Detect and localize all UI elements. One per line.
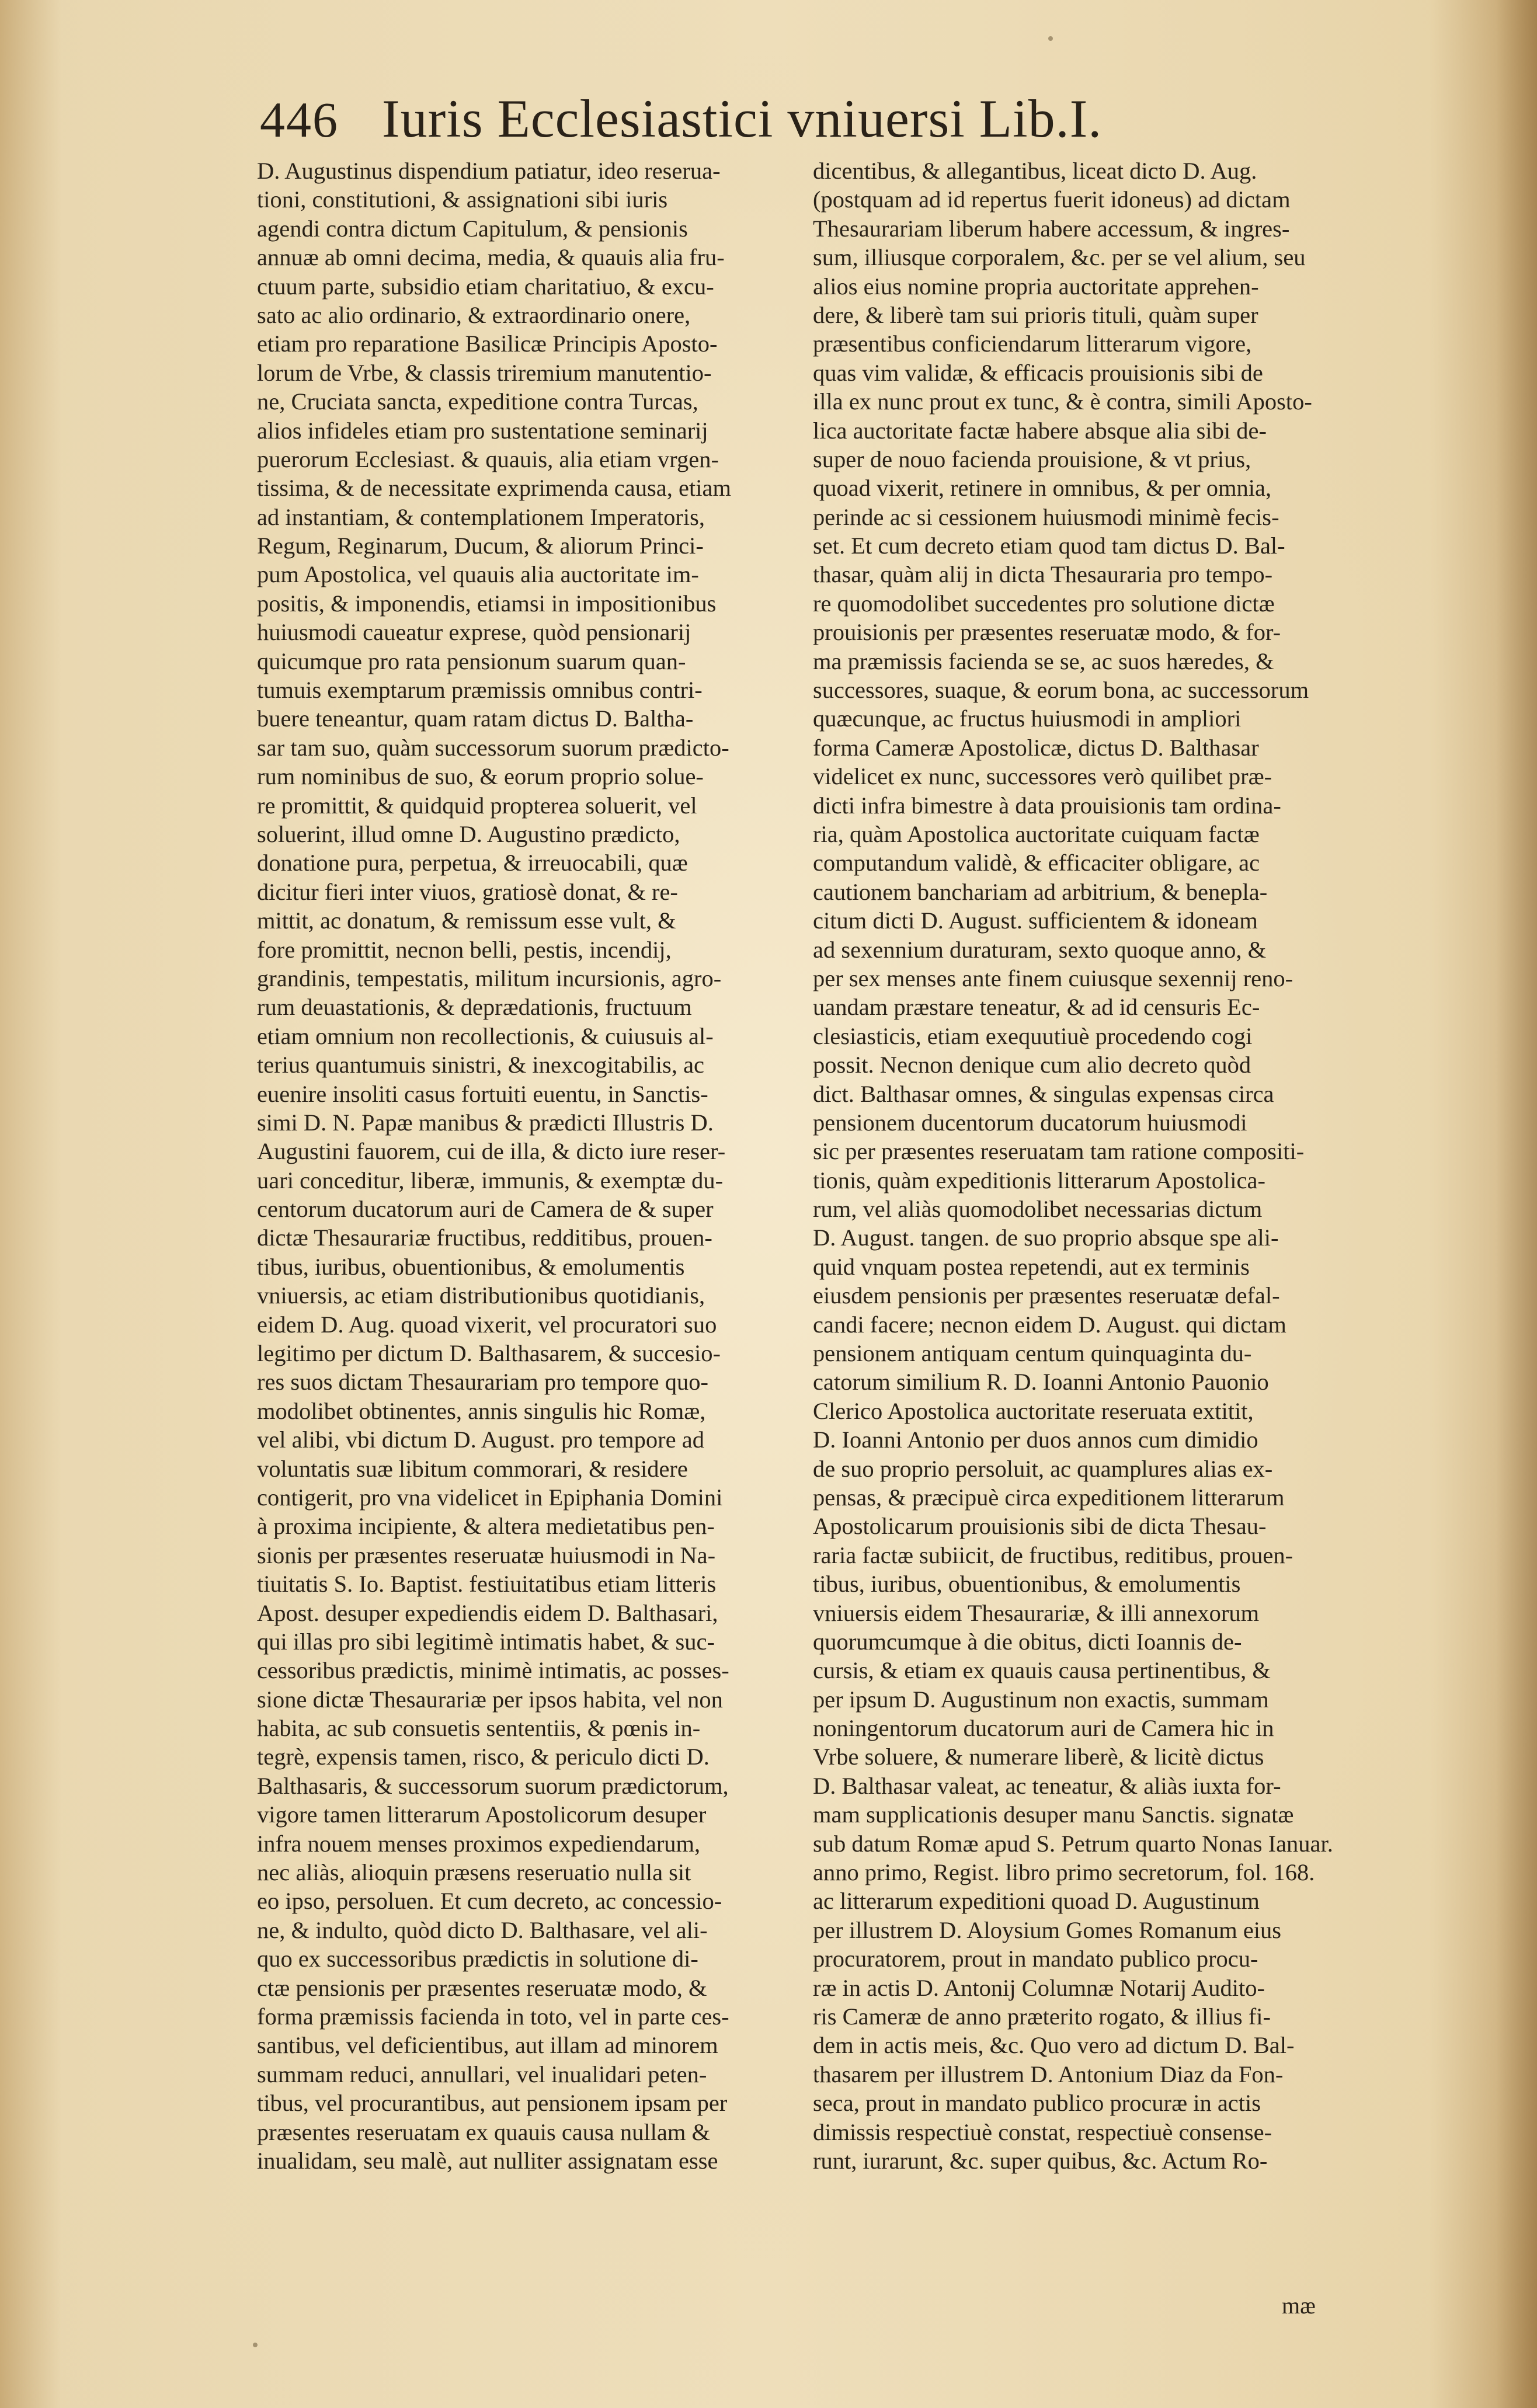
left-column-line: sionis per præsentes reseruatæ huiusmodi in Na- <box>257 1541 716 1568</box>
right-column-line: per ipsum D. Augustinum non exactis, summam <box>813 1686 1269 1713</box>
page-edge-shadow <box>1496 0 1537 2408</box>
right-column-line: set. Et cum decreto etiam quod tam dictus D. Bal- <box>813 533 1285 559</box>
left-column-line: euenire insoliti casus fortuiti euentu, in Sanctis- <box>257 1080 708 1107</box>
left-column-line: ctuum parte, subsidio etiam charitatiuo, & excu- <box>257 273 714 300</box>
right-column-line: ad sexennium duraturam, sexto quoque anno, & <box>813 936 1267 963</box>
right-column-line: quas vim validæ, & efficacis prouisionis sibi de <box>813 359 1263 386</box>
left-column-line: puerorum Ecclesiast. & quauis, alia etiam vrgen- <box>257 446 719 472</box>
left-column-line: tissima, & de necessitate exprimenda causa, etiam <box>257 475 731 502</box>
left-column-line: infra nouem menses proximos expediendarum, <box>257 1830 701 1857</box>
left-column-line: tegrè, expensis tamen, risco, & periculo dicti D. <box>257 1744 710 1770</box>
left-column-line: vigore tamen litterarum Apostolicorum desuper <box>257 1801 707 1828</box>
right-column-line: candi facere; necnon eidem D. August. qui dictam <box>813 1311 1286 1338</box>
right-text-column <box>813 156 1373 2305</box>
right-column-line: super de nouo facienda prouisione, & vt prius, <box>813 446 1251 472</box>
right-column-line: raria factæ subiicit, de fructibus, reditibus, prouen- <box>813 1541 1293 1568</box>
left-column-line: terius quantumuis sinistri, & inexcogitabilis, ac <box>257 1052 705 1078</box>
left-column-line: quo ex successoribus prædictis in solutione di- <box>257 1946 698 1972</box>
right-column-line: ma præmissis facienda se se, ac suos hæredes, & <box>813 648 1274 674</box>
right-column-line: ac litterarum expeditioni quoad D. Augustinum <box>813 1888 1260 1915</box>
left-column-line: quicumque pro rata pensionum suarum quan- <box>257 648 686 674</box>
right-column-line: noningentorum ducatorum auri de Camera hic in <box>813 1715 1274 1742</box>
left-column-line: à proxima incipiente, & altera medietatibus pen- <box>257 1513 715 1540</box>
left-column-line: dictæ Thesaurariæ fructibus, redditibus, prouen- <box>257 1224 712 1251</box>
left-column-line: rum nominibus de suo, & eorum proprio solue- <box>257 763 704 790</box>
left-column-line: habita, ac sub consuetis sententiis, & pœnis in- <box>257 1715 701 1742</box>
right-column-line: vniuersis eidem Thesaurariæ, & illi annexorum <box>813 1599 1260 1626</box>
page-number: 446 <box>260 92 339 148</box>
left-column-line: tioni, constitutioni, & assignationi sibi iuris <box>257 186 668 213</box>
right-column-line: pensas, & præcipuè circa expeditionem litterarum <box>813 1484 1285 1511</box>
left-column-line: huiusmodi caueatur exprese, quòd pensionarij <box>257 619 691 646</box>
right-column-line: thasarem per illustrem D. Antonium Diaz da Fon- <box>813 2061 1284 2087</box>
right-column-line: dere, & liberè tam sui prioris tituli, quàm super <box>813 301 1258 328</box>
right-column-line: videlicet ex nunc, successores verò quilibet præ- <box>813 763 1272 790</box>
left-column-line: qui illas pro sibi legitimè intimatis habet, & suc- <box>257 1628 715 1655</box>
right-column-line: Clerico Apostolica auctoritate reseruata extitit, <box>813 1397 1254 1424</box>
left-column-line: dicitur fieri inter viuos, gratiosè donat, & re- <box>257 878 678 905</box>
paper-speck <box>253 2343 258 2347</box>
right-column-line: tionis, quàm expeditionis litterarum Apostolica- <box>813 1167 1265 1193</box>
left-column-line: eidem D. Aug. quoad vixerit, vel procuratori suo <box>257 1311 717 1338</box>
left-column-line: buere teneantur, quam ratam dictus D. Baltha- <box>257 705 694 732</box>
right-column-line: dicentibus, & allegantibus, liceat dicto D. Aug. <box>813 158 1257 184</box>
left-column-line: sar tam suo, quàm successorum suorum prædicto- <box>257 734 729 761</box>
left-column-line: vel alibi, vbi dictum D. August. pro tempore ad <box>257 1426 704 1453</box>
right-column-line: quid vnquam postea repetendi, aut ex terminis <box>813 1253 1250 1280</box>
right-column-line: dimissis respectiuè constat, respectiuè consense- <box>813 2118 1272 2145</box>
left-column-line: positis, & imponendis, etiamsi in impositionibus <box>257 590 717 617</box>
left-column-line: etiam omnium non recollectionis, & cuiusuis al- <box>257 1022 714 1049</box>
right-column-line: computandum validè, & efficaciter obligare, ac <box>813 850 1260 876</box>
right-column-line: possit. Necnon denique cum alio decreto quòd <box>813 1052 1251 1078</box>
left-column-line: inualidam, seu malè, aut nulliter assignatam esse <box>257 2147 718 2174</box>
left-column-line: Augustini fauorem, cui de illa, & dicto iure reser- <box>257 1138 726 1165</box>
left-column-line: grandinis, tempestatis, militum incursionis, agro- <box>257 965 722 991</box>
right-column-line: per sex menses ante finem cuiusque sexennij reno- <box>813 965 1293 991</box>
right-column-line: clesiasticis, etiam exequutiuè procedendo cogi <box>813 1022 1253 1049</box>
left-column-line: alios infideles etiam pro sustentatione seminarij <box>257 417 708 444</box>
right-column-line: ræ in actis D. Antonij Columnæ Notarij Audito- <box>813 1974 1265 2001</box>
right-column-line: tibus, iuribus, obuentionibus, & emolumentis <box>813 1571 1241 1598</box>
left-column-line: forma præmissis facienda in toto, vel in parte ces- <box>257 2003 729 2030</box>
left-column-line: cessoribus prædictis, minimè intimatis, ac posses- <box>257 1657 729 1684</box>
right-column-line: præsentibus conficiendarum litterarum vigore, <box>813 330 1252 357</box>
left-column-line: ne, & indulto, quòd dicto D. Balthasare, vel ali- <box>257 1916 708 1943</box>
left-column-line: præsentes reseruatam ex quauis causa nullam & <box>257 2118 711 2145</box>
right-column-line: Thesaurariam liberum habere accessum, & ingres- <box>813 215 1290 242</box>
right-column-line: ria, quàm Apostolica auctoritate cuiquam factæ <box>813 820 1260 847</box>
left-column-line: ctæ pensionis per præsentes reseruatæ modo, & <box>257 1974 707 2001</box>
right-column-line: (postquam ad id repertus fuerit idoneus) ad dictam <box>813 186 1291 213</box>
right-column-line: quoad vixerit, retinere in omnibus, & per omnia, <box>813 475 1272 502</box>
right-column-line: de suo proprio persoluit, ac quamplures alias ex- <box>813 1455 1273 1482</box>
right-column-line: quæcunque, ac fructus huiusmodi in ampliori <box>813 705 1242 732</box>
right-column-line: ris Cameræ de anno præterito rogato, & illius fi- <box>813 2003 1271 2030</box>
right-column-line: illa ex nunc prout ex tunc, & è contra, simili Aposto- <box>813 388 1312 415</box>
left-column-line: legitimo per dictum D. Balthasarem, & succesio- <box>257 1340 721 1367</box>
left-column-line: re promittit, & quidquid propterea soluerit, vel <box>257 792 697 819</box>
left-column-line: donatione pura, perpetua, & irreuocabili, quæ <box>257 850 688 876</box>
left-column-line: ne, Cruciata sancta, expeditione contra Turcas, <box>257 388 698 415</box>
left-column-line: soluerint, illud omne D. Augustino prædicto, <box>257 820 680 847</box>
left-column-line: sato ac alio ordinario, & extraordinario onere, <box>257 301 691 328</box>
left-column-line: modolibet obtinentes, annis singulis hic Romæ, <box>257 1397 706 1424</box>
paper-speck <box>1048 36 1053 41</box>
left-column-line: sione dictæ Thesaurariæ per ipsos habita, vel non <box>257 1686 723 1713</box>
right-column-line: mam supplicationis desuper manu Sanctis. signatæ <box>813 1801 1294 1828</box>
left-column-line: fore promittit, necnon belli, pestis, incendij, <box>257 936 672 963</box>
left-column-line: etiam pro reparatione Basilicæ Principis Aposto- <box>257 330 718 357</box>
left-column-line: tibus, iuribus, obuentionibus, & emolumentis <box>257 1253 685 1280</box>
left-column-line: Balthasaris, & successorum suorum prædictorum, <box>257 1772 729 1799</box>
left-column-line: simi D. N. Papæ manibus & prædicti Illustris D. <box>257 1109 714 1136</box>
right-column-line: alios eius nomine propria auctoritate apprehen- <box>813 273 1259 300</box>
right-column-line: catorum similium R. D. Ioanni Antonio Pauonio <box>813 1369 1269 1396</box>
right-column-line: thasar, quàm alij in dicta Thesauraria pro tempo- <box>813 561 1273 588</box>
right-column-line: dict. Balthasar omnes, & singulas expensas circa <box>813 1080 1274 1107</box>
right-column-line: runt, iurarunt, &c. super quibus, &c. Actum Ro- <box>813 2147 1268 2174</box>
right-column-line: perinde ac si cessionem huiusmodi minimè fecis- <box>813 503 1279 530</box>
right-column-line: Vrbe soluere, & numerare liberè, & licitè dictus <box>813 1744 1264 1770</box>
right-column-line: D. August. tangen. de suo proprio absque spe ali- <box>813 1224 1279 1251</box>
left-column-line: nec aliàs, alioquin præsens reseruatio nulla sit <box>257 1859 691 1886</box>
right-column-line: successores, suaque, & eorum bona, ac successorum <box>813 677 1309 704</box>
left-column-line: agendi contra dictum Capitulum, & pensionis <box>257 215 688 242</box>
right-column-line: quorumcumque à die obitus, dicti Ioannis de- <box>813 1628 1242 1655</box>
left-column-line: voluntatis suæ libitum commorari, & residere <box>257 1455 688 1482</box>
right-column-line: Apostolicarum prouisionis sibi de dicta Thesau- <box>813 1513 1267 1540</box>
right-column-line: forma Cameræ Apostolicæ, dictus D. Balthasar <box>813 734 1259 761</box>
running-title: Iuris Ecclesiastici vniuersi Lib.I. <box>382 89 1103 148</box>
right-column-line: eiusdem pensionis per præsentes reseruatæ defal- <box>813 1282 1280 1309</box>
right-column-line: per illustrem D. Aloysium Gomes Romanum eius <box>813 1916 1282 1943</box>
catchword: mæ <box>1282 2292 1316 2319</box>
left-column-line: uari conceditur, liberæ, immunis, & exemptæ du- <box>257 1167 724 1193</box>
left-column-line: mittit, ac donatum, & remissum esse vult, & <box>257 907 676 934</box>
right-column-line: procuratorem, prout in mandato publico procu- <box>813 1946 1258 1972</box>
right-column-line: lica auctoritate factæ habere absque alia sibi de- <box>813 417 1267 444</box>
right-column-line: sic per præsentes reseruatam tam ratione compositi- <box>813 1138 1305 1165</box>
right-column-line: cursis, & etiam ex quauis causa pertinentibus, & <box>813 1657 1271 1684</box>
right-column-line: citum dicti D. August. sufficientem & idoneam <box>813 907 1258 934</box>
right-column-line: cautionem banchariam ad arbitrium, & benepla- <box>813 878 1268 905</box>
left-column-line: Apost. desuper expediendis eidem D. Balthasari, <box>257 1599 718 1626</box>
left-column-line: tiuitatis S. Io. Baptist. festiuitatibus etiam litteris <box>257 1571 717 1598</box>
left-column-line: contigerit, pro vna videlicet in Epiphania Domini <box>257 1484 723 1511</box>
right-column-line: pensionem antiquam centum quinquaginta du- <box>813 1340 1252 1367</box>
right-column-line: pensionem ducentorum ducatorum huiusmodi <box>813 1109 1247 1136</box>
left-column-line: tumuis exemptarum præmissis omnibus contri- <box>257 677 703 704</box>
left-column-line: lorum de Vrbe, & classis triremium manutentio- <box>257 359 712 386</box>
right-column-line: sum, illiusque corporalem, &c. per se vel alium, seu <box>813 244 1306 271</box>
left-column-line: santibus, vel deficientibus, aut illam ad minorem <box>257 2032 718 2059</box>
left-column-line: D. Augustinus dispendium patiatur, ideo reserua- <box>257 158 721 184</box>
left-column-line: eo ipso, persoluen. Et cum decreto, ac concessio- <box>257 1888 722 1915</box>
left-text-column <box>257 156 818 2305</box>
left-column-line: rum deuastationis, & deprædationis, fructuum <box>257 994 692 1021</box>
right-column-line: uandam præstare teneatur, & ad id censuris Ec- <box>813 994 1260 1021</box>
right-column-line: re quomodolibet succedentes pro solutione dictæ <box>813 590 1275 617</box>
right-column-line: dicti infra bimestre à data prouisionis tam ordina- <box>813 792 1281 819</box>
right-column-line: dem in actis meis, &c. Quo vero ad dictum D. Bal- <box>813 2032 1295 2059</box>
page-header <box>260 88 1515 158</box>
left-column-line: centorum ducatorum auri de Camera de & super <box>257 1196 714 1223</box>
left-column-line: res suos dictam Thesaurariam pro tempore quo- <box>257 1369 709 1396</box>
left-column-line: annuæ ab omni decima, media, & quauis alia fru- <box>257 244 725 271</box>
left-column-line: pum Apostolica, vel quauis alia auctoritate im- <box>257 561 699 588</box>
left-column-line: ad instantiam, & contemplationem Imperatoris, <box>257 503 705 530</box>
right-column-line: prouisionis per præsentes reseruatæ modo, & for- <box>813 619 1281 646</box>
right-column-line: seca, prout in mandato publico procuræ in actis <box>813 2090 1261 2117</box>
right-column-line: anno primo, Regist. libro primo secretorum, fol. 168. <box>813 1859 1315 1886</box>
right-column-line: D. Ioanni Antonio per duos annos cum dimidio <box>813 1426 1258 1453</box>
left-column-line: Regum, Reginarum, Ducum, & aliorum Princi- <box>257 533 704 559</box>
right-column-line: D. Balthasar valeat, ac teneatur, & aliàs iuxta for- <box>813 1772 1281 1799</box>
right-column-line: sub datum Romæ apud S. Petrum quarto Nonas Ianuar. <box>813 1830 1333 1857</box>
left-column-line: summam reduci, annullari, vel inualidari peten- <box>257 2061 707 2087</box>
left-column-line: tibus, vel procurantibus, aut pensionem ipsam per <box>257 2090 728 2117</box>
right-column-line: rum, vel aliàs quomodolibet necessarias dictum <box>813 1196 1263 1223</box>
left-column-line: vniuersis, ac etiam distributionibus quotidianis, <box>257 1282 705 1309</box>
